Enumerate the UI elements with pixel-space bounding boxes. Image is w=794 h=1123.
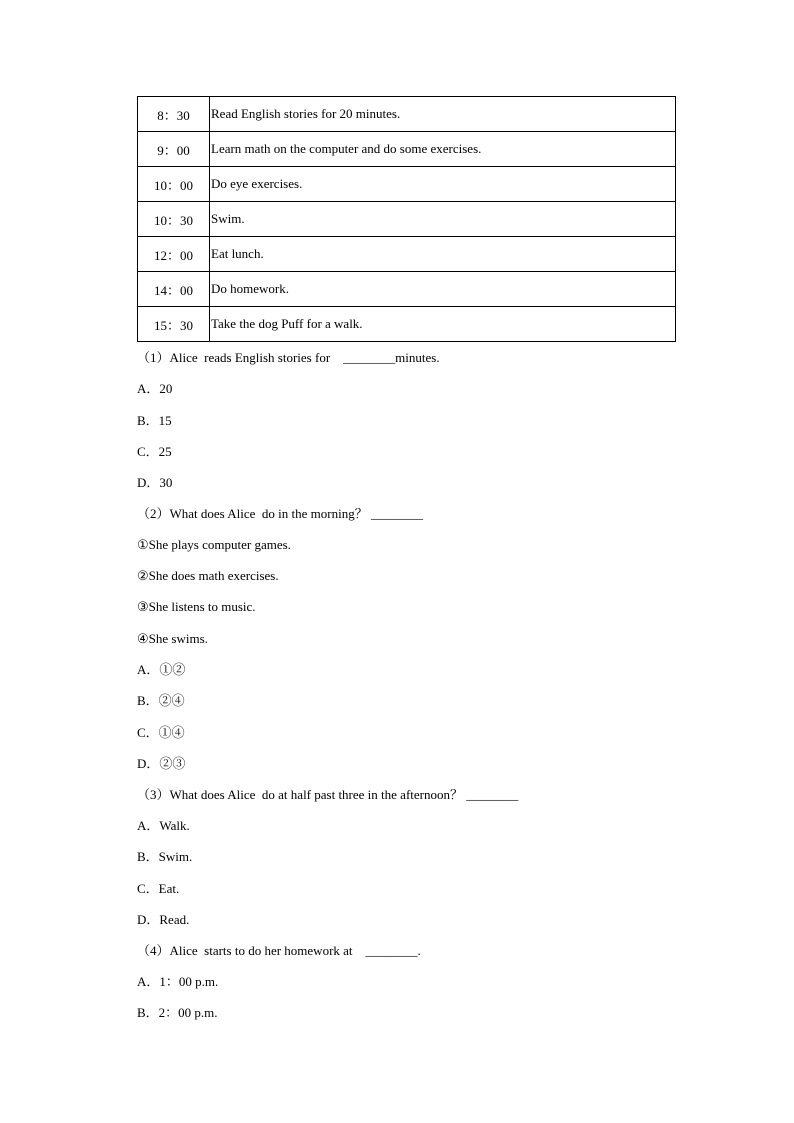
question-2-text: （2）What does Alice do in the morning？ ________ xyxy=(137,506,423,521)
activity-cell: Do eye exercises. xyxy=(210,167,676,202)
table-row xyxy=(138,272,676,307)
q3-option-d: D．Read. xyxy=(137,912,190,927)
q3-option-a: A．Walk. xyxy=(137,818,190,833)
table-row xyxy=(138,132,676,167)
activity-cell: Learn math on the computer and do some exercises. xyxy=(210,132,676,167)
activity-cell: Eat lunch. xyxy=(210,237,676,272)
q2-statement-3: ③She listens to music. xyxy=(137,599,256,614)
q1-option-d: D．30 xyxy=(137,475,173,490)
q2-statement-1: ①She plays computer games. xyxy=(137,537,291,552)
q1-option-b: B．15 xyxy=(137,413,172,428)
q2-option-b: B．②④ xyxy=(137,693,185,708)
question-3-text: （3）What does Alice do at half past three in the afternoon？ ________ xyxy=(137,787,519,802)
table-row xyxy=(138,307,676,342)
q2-statement-4: ④She swims. xyxy=(137,631,208,646)
activity-cell: Take the dog Puff for a walk. xyxy=(210,307,676,342)
q2-option-d: D．②③ xyxy=(137,756,186,771)
q2-statement-2: ②She does math exercises. xyxy=(137,568,279,583)
table-row xyxy=(138,202,676,237)
time-cell: 14：00 xyxy=(138,272,210,307)
time-cell: 12：00 xyxy=(138,237,210,272)
table-row xyxy=(138,97,676,132)
time-cell: 8：30 xyxy=(138,97,210,132)
schedule-table xyxy=(137,96,676,342)
q4-option-a: A．1：00 p.m. xyxy=(137,974,219,989)
time-cell: 15：30 xyxy=(138,307,210,342)
q4-option-b: B．2：00 p.m. xyxy=(137,1005,218,1020)
time-cell: 9：00 xyxy=(138,132,210,167)
time-cell: 10：30 xyxy=(138,202,210,237)
table-row xyxy=(138,167,676,202)
q1-option-a: A．20 xyxy=(137,381,173,396)
question-4-text: （4）Alice starts to do her homework at ________. xyxy=(137,943,421,958)
q2-option-c: C．①④ xyxy=(137,725,185,740)
q3-option-c: C．Eat. xyxy=(137,881,180,896)
table-row xyxy=(138,237,676,272)
activity-cell: Do homework. xyxy=(210,272,676,307)
q3-option-b: B．Swim. xyxy=(137,849,193,864)
activity-cell: Read English stories for 20 minutes. xyxy=(210,97,676,132)
activity-cell: Swim. xyxy=(210,202,676,237)
q1-option-c: C．25 xyxy=(137,444,172,459)
question-1-text: （1）Alice reads English stories for ________minutes. xyxy=(137,350,440,365)
q2-option-a: A．①② xyxy=(137,662,186,677)
time-cell: 10：00 xyxy=(138,167,210,202)
